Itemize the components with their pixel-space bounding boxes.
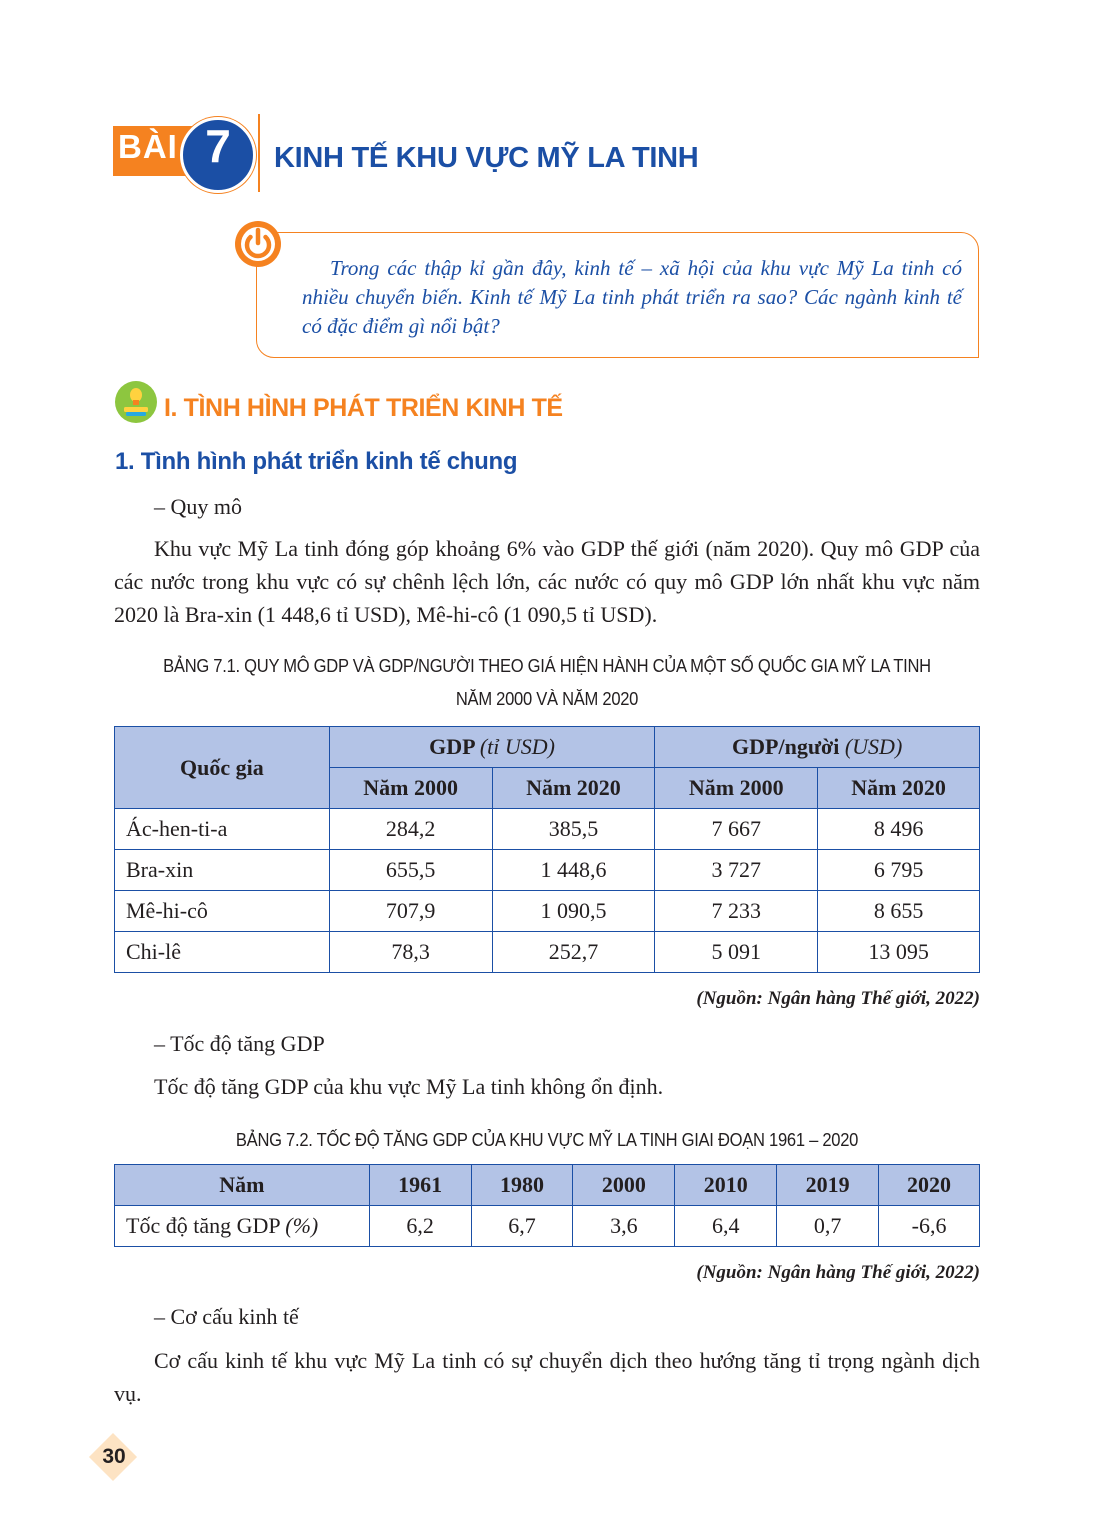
scale-paragraph: Khu vực Mỹ La tinh đóng góp khoảng 6% vào GDP thế giới (năm 2020). Quy mô GDP của các nước trong khu vực có sự chênh lệch lớn, các nước có quy mô GDP lớn nhất khu vực năm 2020 là Bra-xin (1 448,6 tỉ USD), Mê-hi-cô (1 090,5 tỉ USD). xyxy=(114,536,980,627)
header-year: 2020 xyxy=(879,1165,980,1206)
lesson-number: 7 xyxy=(205,120,231,172)
title-divider xyxy=(258,114,260,192)
value-cell: 7 233 xyxy=(655,891,818,932)
power-icon xyxy=(234,220,282,268)
value-cell: 6,4 xyxy=(675,1206,777,1247)
value-cell: 6,2 xyxy=(369,1206,471,1247)
table-row xyxy=(115,809,980,850)
lightbulb-icon xyxy=(114,380,158,424)
scale-label: – Quy mô xyxy=(154,494,242,519)
header-year: 2010 xyxy=(675,1165,777,1206)
header-country: Quốc gia xyxy=(115,727,330,809)
value-cell: 385,5 xyxy=(492,809,655,850)
table-row xyxy=(115,891,980,932)
header-year: 2019 xyxy=(777,1165,879,1206)
header-year: 1980 xyxy=(471,1165,573,1206)
table2-caption: BẢNG 7.2. TỐC ĐỘ TĂNG GDP CỦA KHU VỰC MỸ LA TINH GIAI ĐOẠN 1961 – 2020 xyxy=(235,1130,859,1150)
table2-source: (Nguồn: Ngân hàng Thế giới, 2022) xyxy=(696,1262,980,1283)
growth-paragraph: Tốc độ tăng GDP của khu vực Mỹ La tinh không ổn định. xyxy=(154,1074,664,1099)
value-cell: 78,3 xyxy=(329,932,492,973)
country-cell: Mê-hi-cô xyxy=(115,891,330,932)
growth-label: – Tốc độ tăng GDP xyxy=(154,1031,325,1056)
header-year: Năm 2020 xyxy=(818,768,980,809)
sub-heading: 1. Tình hình phát triển kinh tế chung xyxy=(115,448,518,475)
value-cell: 252,7 xyxy=(492,932,655,973)
value-cell: 284,2 xyxy=(329,809,492,850)
table-row xyxy=(115,850,980,891)
section-heading: I. TÌNH HÌNH PHÁT TRIỂN KINH TẾ xyxy=(164,394,563,422)
table1-caption-line1: BẢNG 7.1. QUY MÔ GDP VÀ GDP/NGƯỜI THEO GIÁ HIỆN HÀNH CỦA MỘT SỐ QUỐC GIA MỸ LA TINH xyxy=(163,656,931,676)
value-cell: 707,9 xyxy=(329,891,492,932)
country-cell: Bra-xin xyxy=(115,850,330,891)
header-year: Năm 2000 xyxy=(655,768,818,809)
header-gdp: GDP (tỉ USD) xyxy=(329,727,655,768)
lesson-title: KINH TẾ KHU VỰC MỸ LA TINH xyxy=(274,142,699,174)
value-cell: 0,7 xyxy=(777,1206,879,1247)
gdp-table xyxy=(114,726,980,973)
value-cell: 13 095 xyxy=(818,932,980,973)
value-cell: 5 091 xyxy=(655,932,818,973)
header-year: 1961 xyxy=(369,1165,471,1206)
value-cell: 3,6 xyxy=(573,1206,675,1247)
table-row xyxy=(115,1206,980,1247)
value-cell: 3 727 xyxy=(655,850,818,891)
header-year: 2000 xyxy=(573,1165,675,1206)
value-cell: 7 667 xyxy=(655,809,818,850)
table-row xyxy=(115,932,980,973)
value-cell: 1 448,6 xyxy=(492,850,655,891)
value-cell: 8 655 xyxy=(818,891,980,932)
row-label: Tốc độ tăng GDP (%) xyxy=(115,1206,370,1247)
header-gdp-per-capita: GDP/người (USD) xyxy=(655,727,980,768)
country-cell: Ác-hen-ti-a xyxy=(115,809,330,850)
structure-label: – Cơ cấu kinh tế xyxy=(154,1304,299,1329)
value-cell: 6 795 xyxy=(818,850,980,891)
value-cell: 6,7 xyxy=(471,1206,573,1247)
header-year-label: Năm xyxy=(115,1165,370,1206)
value-cell: -6,6 xyxy=(879,1206,980,1247)
table1-source: (Nguồn: Ngân hàng Thế giới, 2022) xyxy=(696,988,980,1009)
header-year: Năm 2000 xyxy=(329,768,492,809)
value-cell: 655,5 xyxy=(329,850,492,891)
page-number: 30 xyxy=(102,1445,126,1468)
growth-table xyxy=(114,1164,980,1247)
intro-text: Trong các thập kỉ gần đây, kinh tế – xã hội của khu vực Mỹ La tinh có nhiều chuyển biến. Kinh tế Mỹ La tinh phát triển ra sao? Các ngành kinh tế có đặc điểm gì nổi bật? xyxy=(302,256,962,338)
value-cell: 1 090,5 xyxy=(492,891,655,932)
country-cell: Chi-lê xyxy=(115,932,330,973)
lesson-tag-label: BÀI xyxy=(118,128,178,165)
value-cell: 8 496 xyxy=(818,809,980,850)
structure-paragraph: Cơ cấu kinh tế khu vực Mỹ La tinh có sự chuyển dịch theo hướng tăng tỉ trọng ngành dịch vụ. xyxy=(114,1348,980,1406)
table1-caption-line2: NĂM 2000 VÀ NĂM 2020 xyxy=(455,689,639,709)
header-year: Năm 2020 xyxy=(492,768,655,809)
